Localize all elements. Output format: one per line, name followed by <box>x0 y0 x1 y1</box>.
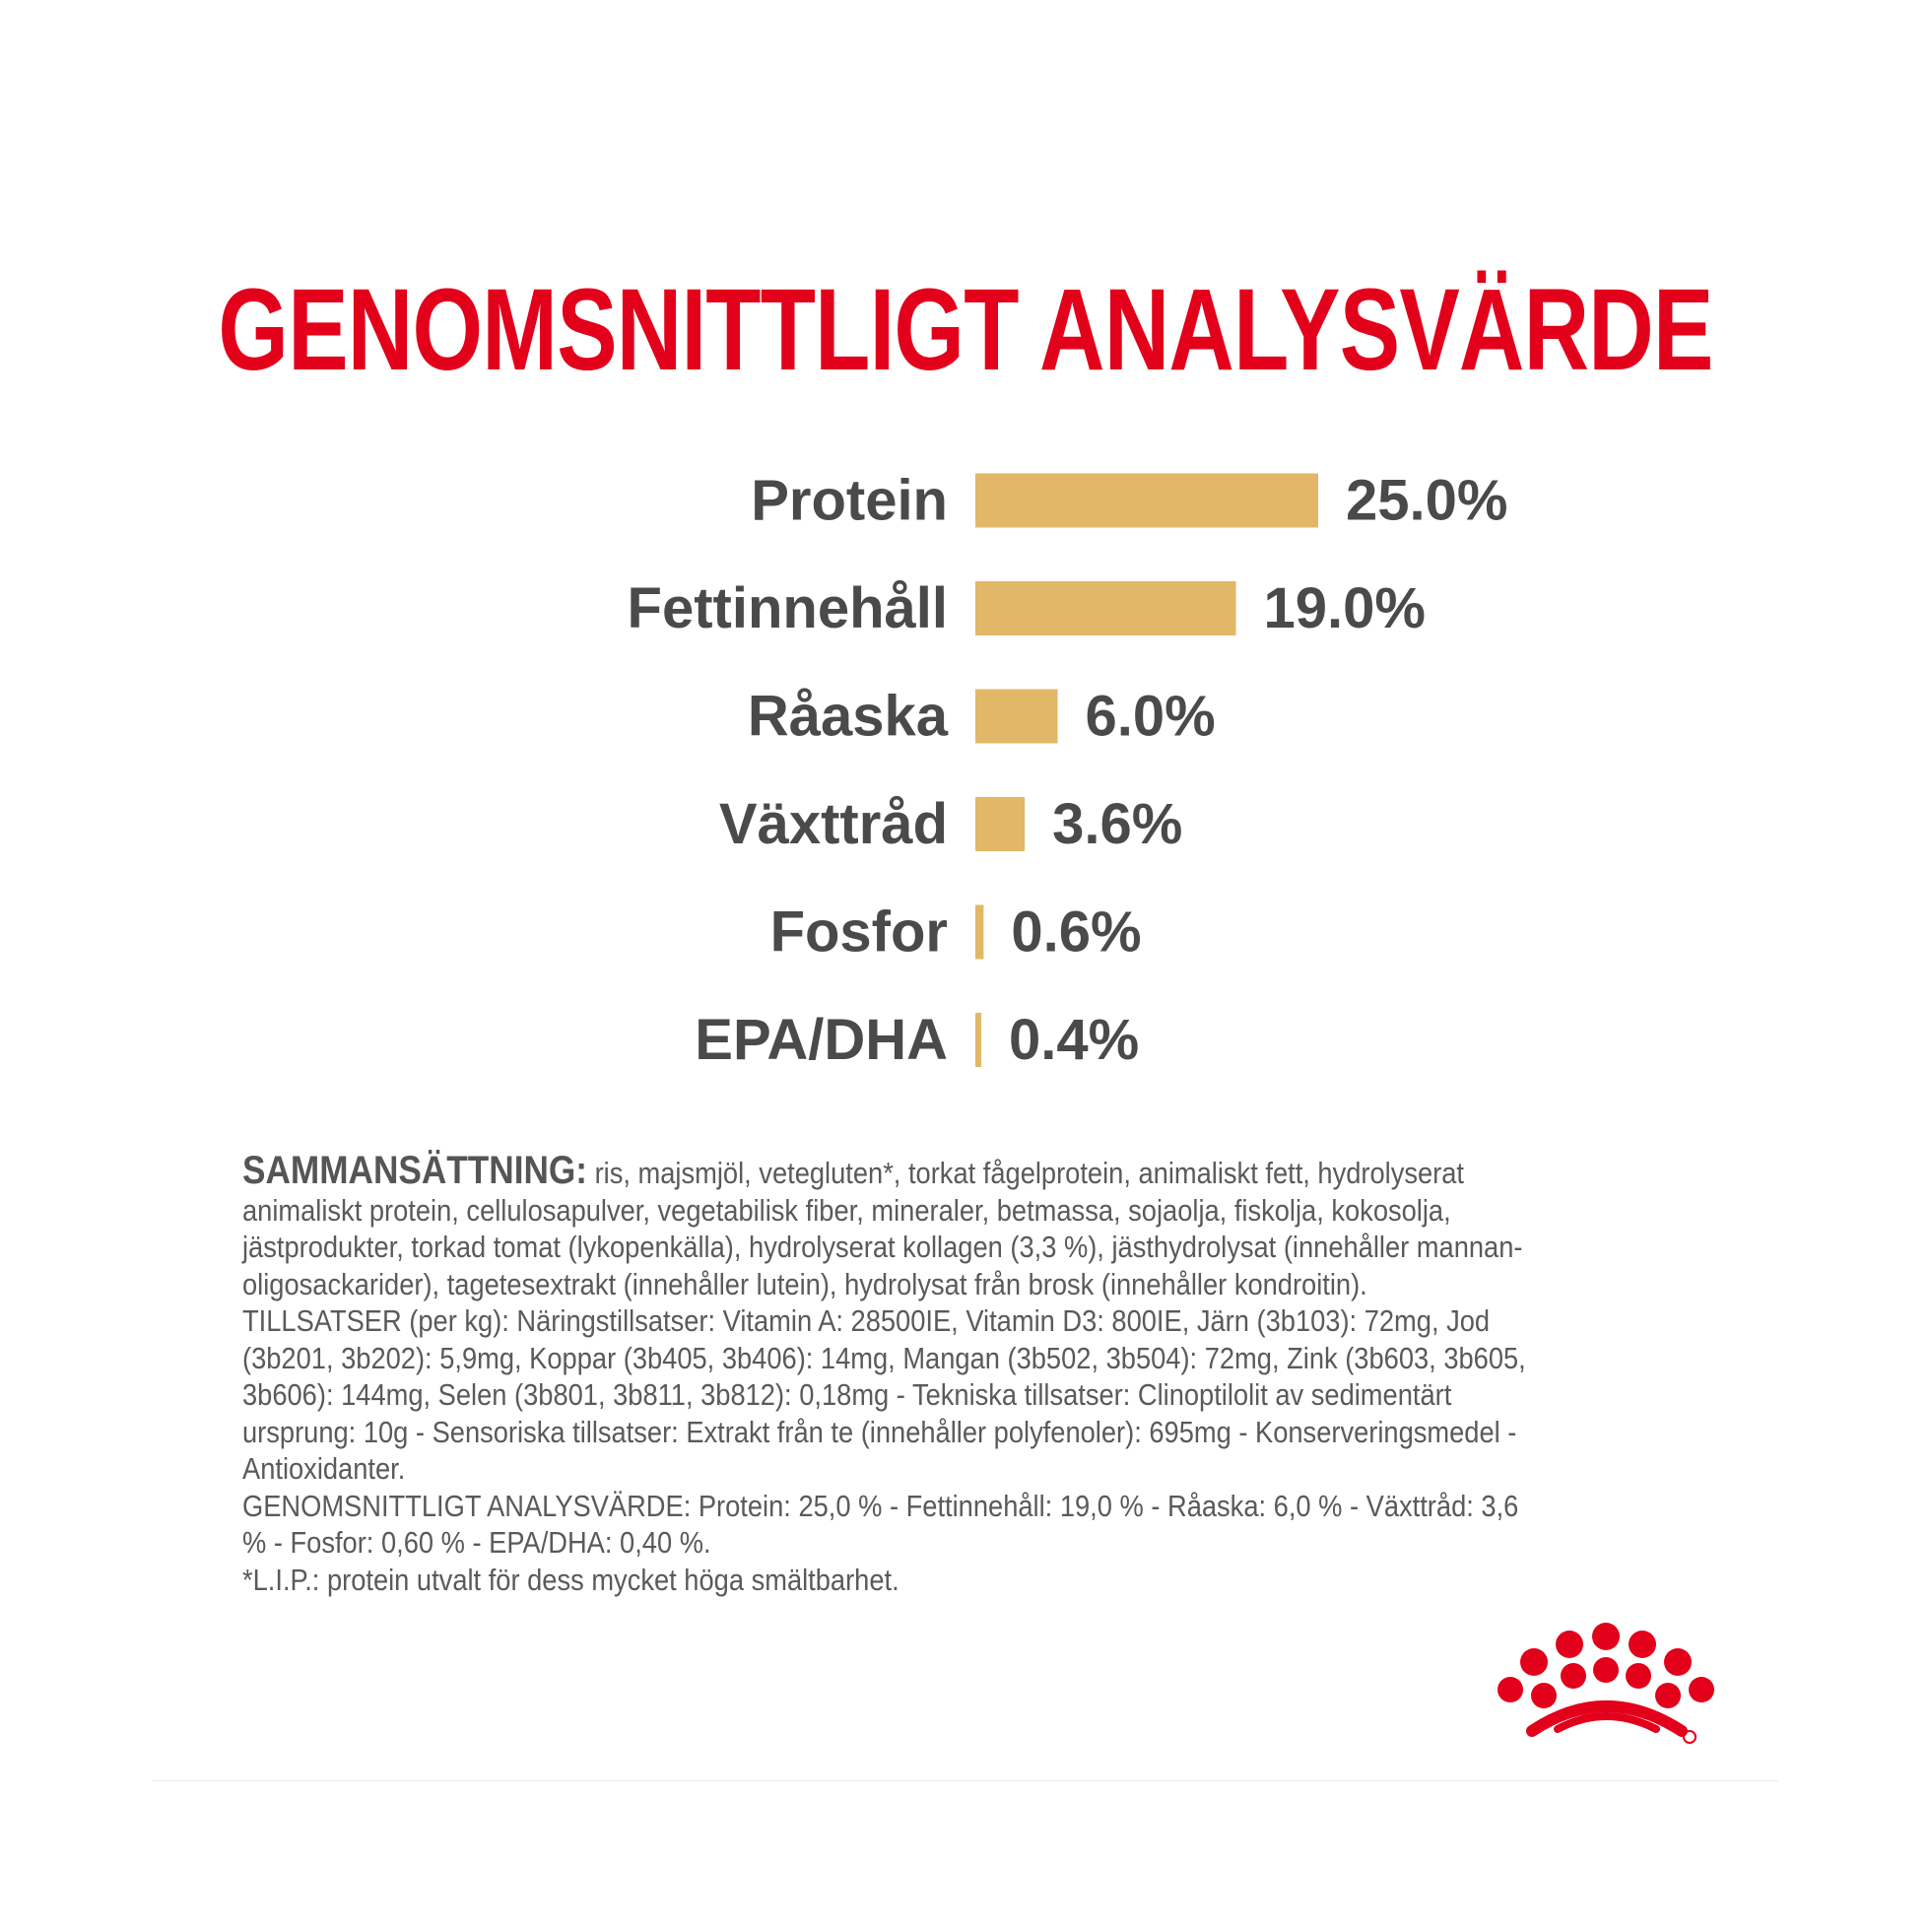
composition-text <box>242 1149 1543 1598</box>
bar <box>975 797 1025 851</box>
bar <box>975 690 1058 744</box>
category-label: EPA/DHA <box>695 1008 948 1072</box>
value-label: 3.6% <box>1052 792 1183 856</box>
category-label: Protein <box>751 468 948 533</box>
value-label: 0.4% <box>1009 1008 1140 1072</box>
composition-heading: SAMMANSÄTTNING: <box>242 1149 588 1192</box>
footnote-text: *L.I.P.: protein utvalt för dess mycket höga smältbarhet. <box>242 1562 899 1597</box>
divider <box>153 1780 1778 1781</box>
bar <box>975 474 1318 528</box>
chart-title: GENOMSNITTLIGT ANALYSVÄRDE <box>218 265 1713 395</box>
nutrient-bar-chart <box>0 433 1931 1103</box>
category-label: Fosfor <box>769 899 948 965</box>
analysis-text: GENOMSNITTLIGT ANALYSVÄRDE: Protein: 25,0 % - Fettinnehåll: 19,0 % - Råaska: 6,0 % - Växttråd: 3,6 % - Fosfor: 0,60 % - EPA/DHA: 0,40 %. <box>242 1488 1519 1560</box>
ingredients-paragraph <box>242 1149 1543 1302</box>
value-label: 25.0% <box>1346 468 1508 533</box>
bar <box>975 581 1235 635</box>
bar <box>975 1013 981 1067</box>
crown-icon <box>1493 1621 1719 1749</box>
ingredients-text: ris, majsmjöl, vetegluten*, torkat fågelprotein, animaliskt fett, hydrolyserat animaliskt protein, cellulosapulver, vegetabilisk fiber, mineraler, betmassa, sojaolja, fiskolja, kokosolja, jästprodukter, torkad tomat (lykopenkälla), hydrolyserat kollagen (3,3 %), jästhydrolysat (innehåller mannan-oligosackarider), tagetesextrakt (innehåller lutein), hydrolysat från brosk (innehåller kondroitin). <box>242 1156 1523 1301</box>
value-label: 0.6% <box>1011 899 1142 965</box>
category-label: Råaska <box>747 684 948 749</box>
value-label: 6.0% <box>1085 684 1216 749</box>
bar <box>975 905 983 960</box>
value-label: 19.0% <box>1263 576 1426 640</box>
category-label: Fettinnehåll <box>627 576 948 640</box>
category-label: Växttråd <box>718 792 948 856</box>
additives-text: TILLSATSER (per kg): Näringstillsatser: Vitamin A: 28500IE, Vitamin D3: 800IE, Järn (3b103): 72mg, Jod (3b201, 3b202): 5,9mg, Koppar (3b405, 3b406): 14mg, Mangan (3b502, 3b504): 72mg, Zink (3b603, 3b605, 3b606): 144mg, Selen (3b801, 3b811, 3b812): 0,18mg - Tekniska tillsatser: Clinoptilolit av sedimentärt ursprung: 10g - Sensoriska tillsatser: Extrakt från te (innehåller polyfenoler): 695mg - Konserveringsmedel - Antioxidanter. <box>242 1303 1526 1486</box>
